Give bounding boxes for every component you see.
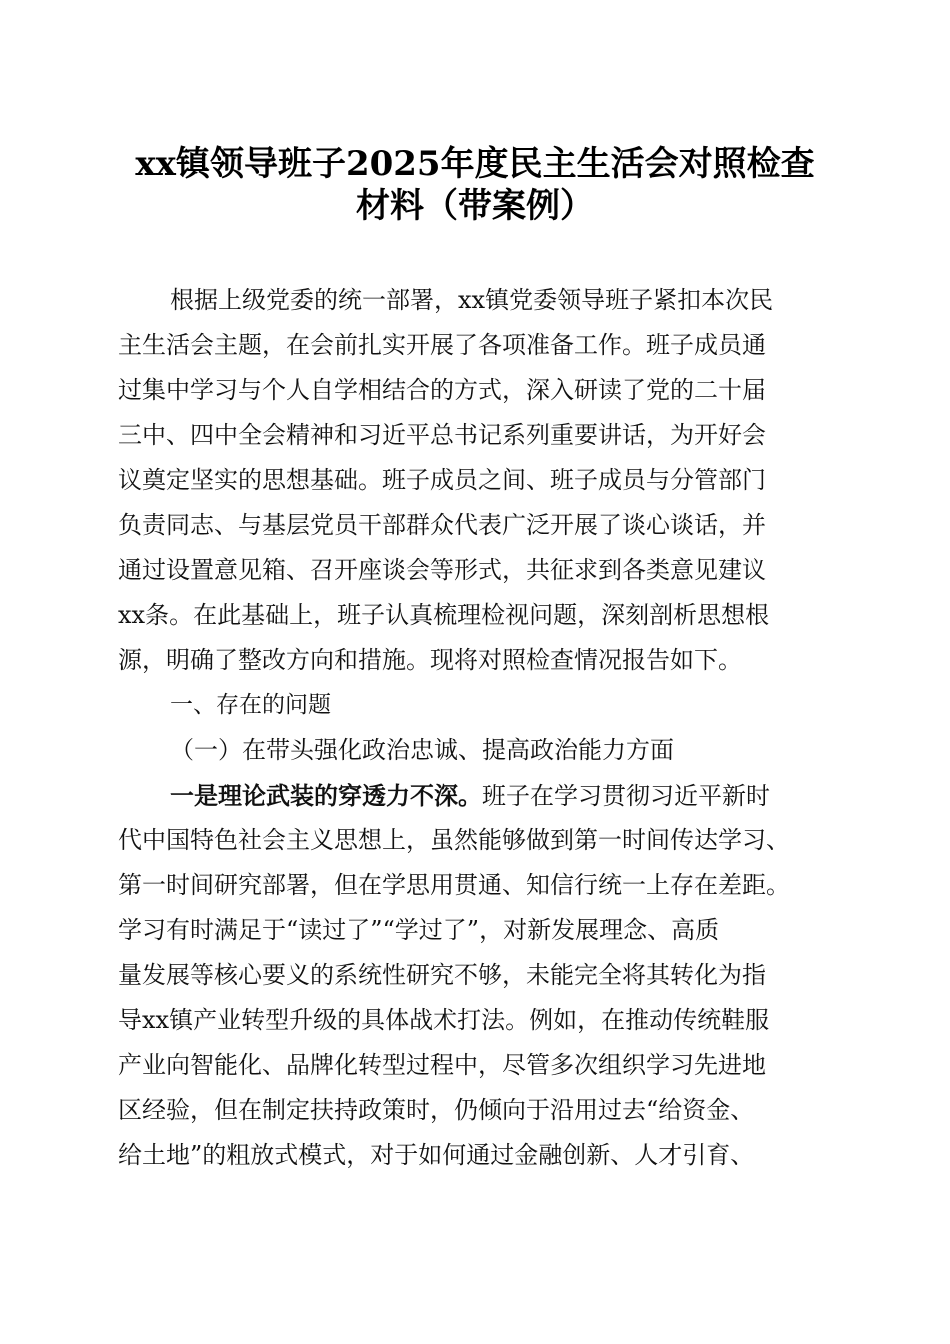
paragraph-line [118, 773, 838, 818]
paragraph-line: 第一时间研究部署，但在学思用贯通、知信行统一上存在差距。 [118, 871, 790, 899]
paragraph-line: 源，明确了整改方向和措施。现将对照检查情况报告如下。 [118, 646, 742, 674]
paragraph-line: 区经验，但在制定扶持政策时，仍倾向于沿用过去“给资金、 [118, 1096, 755, 1124]
paragraph-line: 过集中学习与个人自学相结合的方式，深入研读了党的二十届 [118, 376, 766, 404]
paragraph-line: 导xx镇产业转型升级的具体战术打法。例如，在推动传统鞋服 [118, 1006, 770, 1034]
point-paragraph-theory [118, 773, 838, 1178]
paragraph-line: 负责同志、与基层党员干部群众代表广泛开展了谈心谈话，并 [118, 511, 766, 539]
section-heading-problems: 一、存在的问题 [170, 692, 331, 718]
paragraph-line: 三中、四中全会精神和习近平总书记系列重要讲话，为开好会 [118, 421, 766, 449]
paragraph-line: 根据上级党委的统一部署，xx镇党委领导班子紧扣本次民 [170, 286, 774, 314]
paragraph-line: 学习有时满足于“读过了”“学过了”，对新发展理念、高质 [118, 916, 720, 944]
document-title-line-1: xx镇领导班子2025年度民主生活会对照检查 [135, 144, 815, 184]
paragraph-line: 通过设置意见箱、召开座谈会等形式，共征求到各类意见建议 [118, 556, 766, 584]
paragraph-line: 主生活会主题，在会前扎实开展了各项准备工作。班子成员通 [118, 331, 766, 359]
point-body-text: 班子在学习贯彻习近平新时 [482, 782, 770, 810]
subsection-heading-political-loyalty: （一）在带头强化政治忠诚、提高政治能力方面 [170, 736, 674, 764]
paragraph-line: xx条。在此基础上，班子认真梳理检视问题，深刻剖析思想根 [118, 601, 770, 629]
paragraph-line: 量发展等核心要义的系统性研究不够，未能完全将其转化为指 [118, 961, 766, 989]
intro-paragraph [118, 278, 838, 683]
paragraph-line: 产业向智能化、品牌化转型过程中，尽管多次组织学习先进地 [118, 1051, 766, 1079]
document-body [118, 278, 838, 1178]
paragraph-line: 给土地”的粗放式模式，对于如何通过金融创新、人才引育、 [118, 1141, 755, 1169]
paragraph-line: 代中国特色社会主义思想上，虽然能够做到第一时间传达学习、 [118, 826, 790, 854]
document-title-line-2: 材料（带案例） [356, 186, 594, 226]
point-lead-text: 一是理论武装的穿透力不深。 [170, 781, 482, 810]
paragraph-line: 议奠定坚实的思想基础。班子成员之间、班子成员与分管部门 [118, 466, 766, 494]
